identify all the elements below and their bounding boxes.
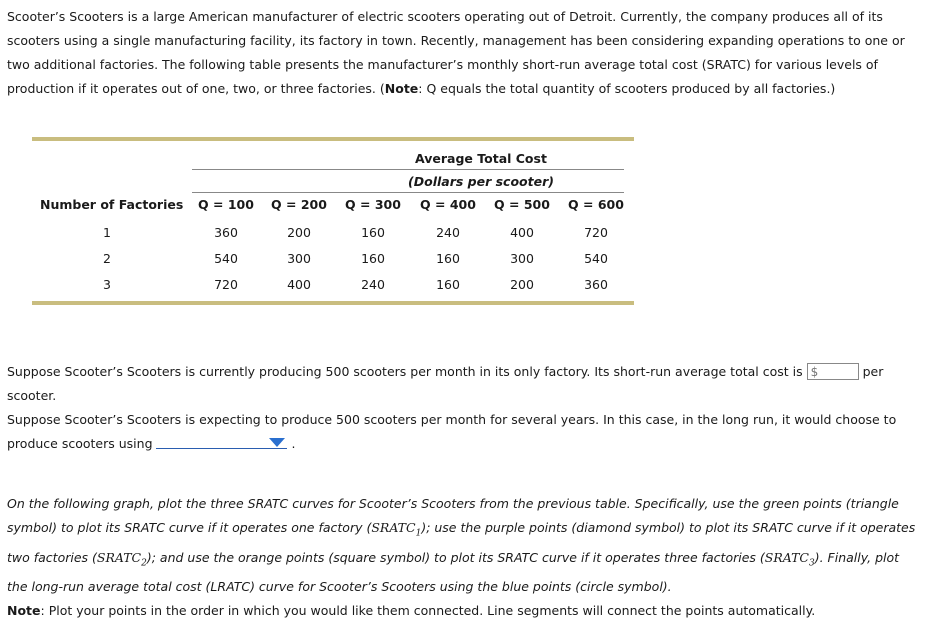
intro-note-label: Note [384,81,419,96]
question-2 [7,408,919,456]
factories-dropdown[interactable] [156,434,287,449]
question-1 [7,360,919,408]
table-divider [192,192,624,193]
table-cell: 540 [214,251,238,266]
sratc-answer-input[interactable] [807,363,859,380]
sratc-label: SRATC [96,549,142,565]
table-cell: 300 [510,251,534,266]
intro-text: Scooter’s Scooters is a large American manufacturer of electric scooters operating out of Detroit. Currently, the company produces all of its scooters using a single manufacturing facility, its factory in town. Recently, management has been considering expanding operations to one or two additional factories. The following table presents the manufacturer’s monthly short-run average total cost (SRATC) for various levels of production if it operates out of one, two, or three factories. ( [7,9,905,96]
note-label: Note [7,603,41,618]
table-cell: 160 [361,225,385,240]
instructions-text: On the following graph, plot the three SRATC curves for Scooter’s Scooters from the previous table. Specifically, use the green points (triangle symbol) to plot its SRATC curve if it operates one factory ( [7,496,899,535]
currency-prefix: $ [810,365,819,379]
note-text: : Plot your points in the order in which you would like them connected. Line segments will connect the points automatically. [40,603,816,618]
table-cell: 160 [361,251,385,266]
table-cell: 720 [214,277,238,292]
chevron-down-icon[interactable] [269,438,285,447]
table-divider [192,169,624,170]
table-cell: 400 [510,225,534,240]
table-cell: 540 [584,251,608,266]
sratc-subscript: 3 [809,558,815,568]
intro-note-text: : Q equals the total quantity of scooters produced by all factories.) [418,81,836,96]
table-cell: 240 [436,225,460,240]
table-subtitle: (Dollars per scooter) [408,174,554,189]
factories-cell: 3 [103,277,111,292]
instructions-text: ); use the purple points (diamond symbol) to plot its SRATC curve if it operates two factories ( [7,520,916,565]
question-1-suffix: per scooter. [7,364,884,403]
column-header: Q = 100 [198,197,254,212]
table-cell: 400 [287,277,311,292]
sratc-subscript: 1 [415,528,422,539]
column-header: Q = 400 [420,197,476,212]
sratc-subscript: 2 [141,558,147,568]
row-header: Number of Factories [40,197,184,212]
table-title: Average Total Cost [415,151,547,166]
table-cell: 200 [510,277,534,292]
table-cell: 240 [361,277,385,292]
intro-paragraph [7,5,919,101]
note-paragraph [7,599,919,623]
question-2-suffix: . [287,436,296,451]
factories-cell: 1 [103,225,111,240]
table-cell: 160 [436,251,460,266]
table-cell: 720 [584,225,608,240]
sratc-1 [371,520,422,539]
column-header: Q = 500 [494,197,550,212]
sratc-2 [96,549,147,568]
table-cell: 300 [287,251,311,266]
graph-instructions [7,492,919,599]
question-1-text: Suppose Scooter’s Scooters is currently producing 500 scooters per month in its only factory. Its short-run average total cost is [7,364,807,379]
sratc-label: SRATC [371,520,416,535]
column-header: Q = 600 [568,197,624,212]
table-cell: 160 [436,277,460,292]
factories-cell: 2 [103,251,111,266]
column-header: Q = 200 [271,197,327,212]
table-cell: 200 [287,225,311,240]
instructions-text: ); and use the orange points (square symbol) to plot its SRATC curve if it operates three factories ( [146,549,765,565]
sratc-3 [764,549,815,568]
instructions-text: ). Finally, plot the long-run average total cost (LRATC) curve for Scooter’s Scooters using the blue points (circle symbol). [7,549,900,594]
column-header: Q = 300 [345,197,401,212]
sratc-label: SRATC [764,549,809,565]
question-2-text: Suppose Scooter’s Scooters is expecting to produce 500 scooters per month for several years. In this case, in the long run, it would choose to produce scooters using [7,412,897,451]
table-cell: 360 [584,277,608,292]
cost-table [32,137,634,305]
table-cell: 360 [214,225,238,240]
